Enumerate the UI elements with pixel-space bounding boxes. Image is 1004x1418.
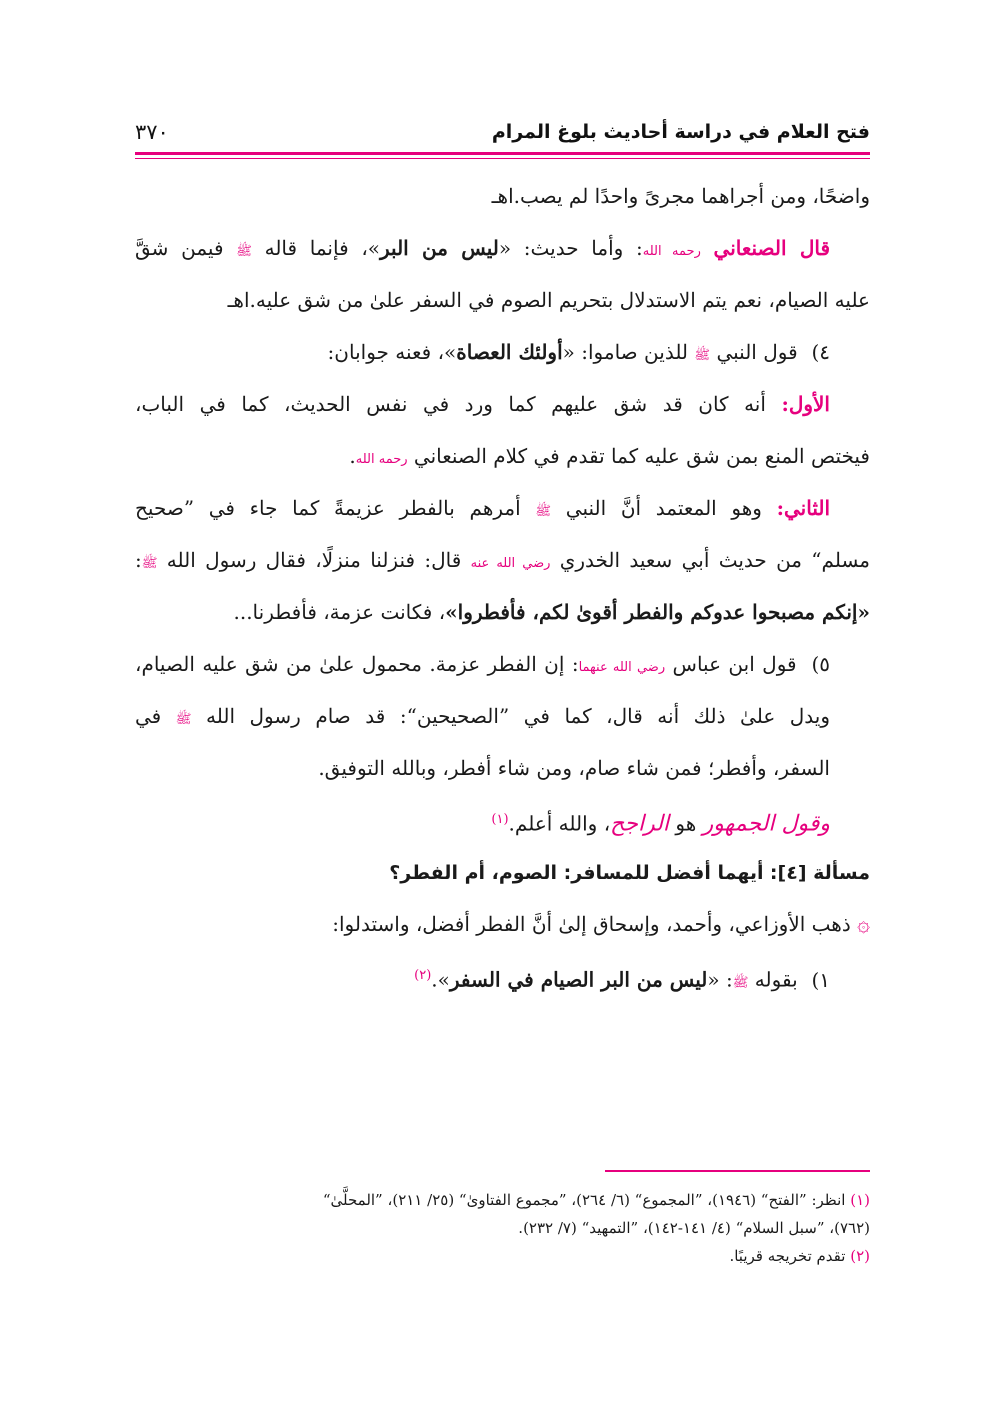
text-line: ويدل علىٰ ذلك أنه قال، كما في ”الصحيحين“: قد صام رسول الله ﷺ في [135, 704, 831, 728]
footnotes [135, 1186, 870, 1270]
jumhur-label: وقول الجمهور [702, 811, 830, 837]
honorific-salawat: ﷺ [236, 244, 252, 259]
footnote-separator [605, 1170, 870, 1172]
text-line: واضحًا، ومن أجراهما مجرىً واحدًا لم يصب.اهـ [491, 184, 870, 208]
question-text: أيهما أفضل للمسافر: الصوم، أم الفطر؟ [389, 862, 764, 884]
page-number: ٣٧٠ [135, 120, 169, 144]
text-line: السفر، وأفطر؛ فمن شاء صام، ومن شاء أفطر، وبالله التوفيق. [318, 756, 830, 780]
header-rule-thick [135, 152, 870, 155]
item-number: ١) [811, 967, 830, 992]
book-title: فتح العلام في دراسة أحاديث بلوغ المرام [491, 121, 870, 143]
book-page [135, 0, 870, 1418]
footnote-1: (١) انظر: ”الفتح“ (١٩٤٦)، ”المجموع“ (٦/ ٢٦٤)، ”مجموع الفتاوىٰ“ (٢٥/ ٢١١)، ”المحلَّىٰ“ [322, 1191, 870, 1209]
header-rule-thin [135, 158, 870, 159]
text-line: فيختص المنع بمن شق عليه كما تقدم في كلام الصنعاني رحمه الله. [349, 444, 870, 468]
evidence-item-1: ١) بقوله ﷺ: «ليس من البر الصيام في السفر».$^{(٢)}$ [135, 950, 870, 1002]
conclusion: وقول الجمهور هو الراجح، والله أعلم.$^{(١)}$ [491, 811, 830, 837]
honorific-salawat: ﷺ [535, 504, 552, 519]
footnote-ref-1[interactable]: (١) [491, 812, 509, 827]
honorific-rahimahullah: رحمه الله [355, 452, 408, 467]
footnote-2: (٢) تقدم تخريجه قريبًا. [729, 1247, 870, 1265]
hadith-quote: ليس من البر [380, 236, 499, 260]
rajih-label: الراجح [610, 811, 670, 837]
text-line: عليه الصيام، نعم يتم الاستدلال بتحريم الصوم في السفر علىٰ من شق عليه.اهـ [227, 288, 870, 312]
honorific-radiallahu: رضي الله عنهما [578, 660, 666, 675]
rosette-icon: ۞ [857, 912, 870, 937]
hadith-quote: ليس من البر الصيام في السفر [449, 967, 708, 992]
footnote-ref-2[interactable]: (٢) [414, 968, 432, 983]
hadith-quote: «إنكم مصبحوا عدوكم والفطر أقوىٰ لكم، فأفطروا» [445, 600, 870, 624]
footnote-1-cont: (٧٦٢)، ”سبل السلام“ (٤/ ١٤١-١٤٢)، ”التمهيد“ (٧/ ٢٣٢). [518, 1219, 870, 1237]
first-label: الأول: [781, 392, 830, 416]
opinion-line: ۞ ذهب الأوزاعي، وأحمد، وإسحاق إلىٰ أنَّ الفطر أفضل، واستدلوا: [332, 912, 870, 937]
honorific-salawat: ﷺ [175, 712, 192, 727]
honorific-radiallahu: رضي الله عنه [470, 556, 551, 571]
text-line: «إنكم مصبحوا عدوكم والفطر أقوىٰ لكم، فأفطروا»، فكانت عزمة، فأفطرنا... [233, 600, 870, 624]
speaker-name: قال الصنعاني [713, 236, 831, 260]
paragraph-sanani: قال الصنعاني رحمه الله: وأما حديث: «ليس من البر»، فإنما قاله ﷺ فيمن شقَّ [135, 236, 831, 260]
question-label: مسألة [٤]: [769, 862, 870, 884]
honorific-salawat: ﷺ [732, 975, 749, 991]
honorific-salawat: ﷺ [694, 348, 711, 363]
honorific-salawat: ﷺ [141, 556, 158, 571]
hadith-quote: أولئك العصاة [456, 340, 563, 364]
question-heading [135, 846, 870, 898]
item-number: ٥) [811, 652, 831, 676]
text-line: مسلم“ من حديث أبي سعيد الخدري رضي الله عنه قال: فنزلنا منزلًا، فقال رسول الله ﷺ: [135, 548, 870, 572]
list-item-5: ٥) قول ابن عباس رضي الله عنهما: إن الفطر عزمة. محمول علىٰ من شق عليه الصيام، [135, 638, 870, 690]
honorific-rahimahullah: رحمه الله [642, 244, 701, 259]
list-item-4: ٤) قول النبي ﷺ للذين صاموا: «أولئك العصاة»، فعنه جوابان: [135, 326, 870, 378]
main-text [135, 170, 870, 1002]
footnote-number: (١) [850, 1191, 870, 1209]
first-answer: الأول: أنه كان قد شق عليهم كما ورد في نفس الحديث، كما في الباب، [135, 392, 830, 416]
footnote-number: (٢) [850, 1247, 870, 1265]
running-header [135, 112, 870, 152]
second-answer: الثاني: وهو المعتمد أنَّ النبي ﷺ أمرهم بالفطر عزيمةً كما جاء في ”صحيح [135, 496, 831, 520]
second-label: الثاني: [776, 496, 831, 520]
item-number: ٤) [811, 340, 830, 364]
